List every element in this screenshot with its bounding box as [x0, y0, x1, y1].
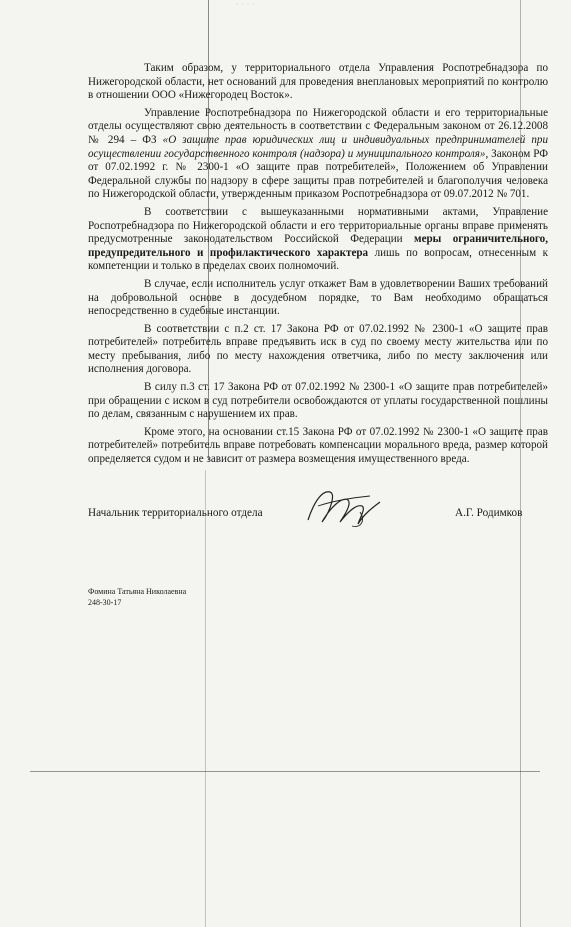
signatory-name: А.Г. Родимков	[455, 507, 523, 519]
paragraph-2	[88, 107, 548, 202]
paragraph-1: Таким образом, у территориального отдела Управления Роспотребнадзора по Нижегородской области, нет оснований для проведения внеплановых мероприятий по контролю в отношении ООО «Нижегородец Восток».	[88, 62, 548, 102]
paragraph-2-law-title: «О защите прав юридических лиц и индивидуальных предпринимателей при осуществлении государственного контроля (надзора) и муниципального контроля»	[88, 133, 548, 160]
executor-info	[88, 586, 186, 608]
paragraph-2-text-c: , Законом РФ от 07.02.1992 г. № 2300-1 «О защите прав потребителей», Положением об Управлении Федеральной службы по надзору в сфере защиты прав потребителей и благополучия человека по Нижегородской области, утвержденным приказом Роспотребнадзора от 09.07.2012 № 701.	[88, 147, 549, 201]
paragraph-4: В случае, если исполнитель услуг откажет Вам в удовлетворении Ваших требований на добровольной основе в досудебном порядке, то Вам необходимо обращаться непосредственно в судебные инстанции.	[88, 277, 548, 318]
scan-smudge: · · · ·	[236, 2, 256, 8]
executor-name: Фомина Татьяна Николаевна	[88, 587, 187, 596]
paragraph-3-text-c: лишь по вопросам, отнесенным к компетенции и только в пределах своих полномочий.	[88, 246, 549, 273]
paragraph-3	[88, 206, 548, 274]
scan-line-left-lower	[205, 470, 206, 927]
paragraph-5: В соответствии с п.2 ст. 17 Закона РФ от 07.02.1992 № 2300-1 «О защите прав потребителей» потребитель вправе предъявить иск в суд по своему месту жительства или по месту пребывания, либо по месту нахождения ответчика, либо по месту заключения или исполнения договора.	[88, 322, 548, 376]
handwritten-signature	[300, 482, 390, 530]
executor-phone: 248-30-17	[88, 598, 122, 607]
paragraph-3-emphasis: меры ограничительного, предупредительного и профилактического характера	[88, 233, 548, 259]
letter-body	[88, 62, 548, 471]
paragraph-3-text-a: В соответствии с вышеуказанными нормативными актами, Управление Роспотребнадзора по Нижегородской области и его территориальные органы вправе применять предусмотренные законодательством Российской Федерации	[88, 205, 548, 246]
paragraph-2-text-a: Управление Роспотребнадзора по Нижегородской области и его территориальные отделы осуществляют свою деятельность в соответствии с Федеральным законом от 26.12.2008 № 294 – ФЗ	[88, 106, 548, 146]
paragraph-7: Кроме этого, на основании ст.15 Закона РФ от 07.02.1992 № 2300-1 «О защите прав потребителей» потребитель вправе потребовать компенсации морального вреда, размер которой определяется судом и не зависит от размера возмещения имущественного вреда.	[88, 425, 548, 466]
scan-line-bottom	[30, 771, 540, 772]
paragraph-6: В силу п.3 ст. 17 Закона РФ от 07.02.1992 № 2300-1 «О защите прав потребителей» при обращении с иском в суд потребители освобождаются от уплаты государственной пошлины по делам, связанным с нарушением их прав.	[88, 381, 548, 421]
signatory-title: Начальник территориального отдела	[88, 507, 263, 519]
